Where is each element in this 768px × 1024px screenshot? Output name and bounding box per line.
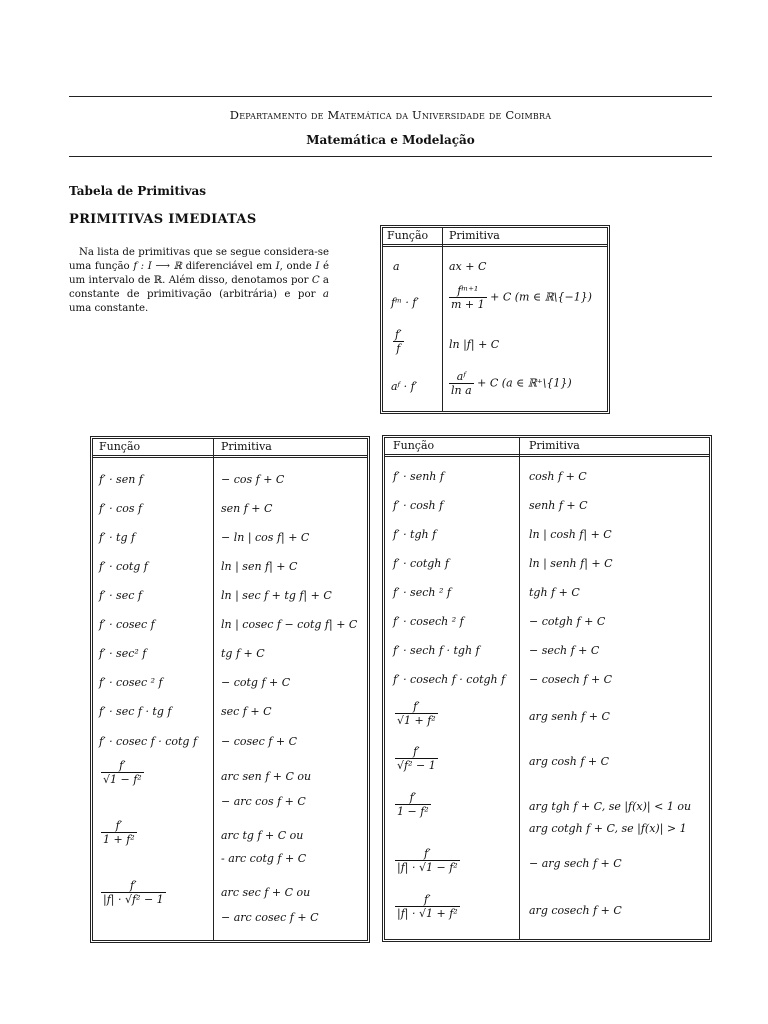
fraction: $\frac{\text{fᵐ⁺¹}}{m + 1}$ bbox=[451, 284, 485, 311]
func-cell: f′ · sech ² f bbox=[393, 586, 451, 599]
prim-cell: arc sec f + C ou bbox=[221, 886, 311, 899]
func-cell: fᵐ · f′ bbox=[391, 296, 419, 309]
institution-header: Departamento de Matemática da Universidade de Coimbra bbox=[229, 108, 552, 122]
func-cell bbox=[395, 893, 460, 920]
prim-cell: − arc cosec f + C bbox=[221, 911, 319, 924]
prim-cell: arg cotgh f + C, se |f(x)| > 1 bbox=[529, 822, 687, 835]
col-header-prim: Primitiva bbox=[221, 440, 272, 453]
func-cell bbox=[395, 847, 460, 874]
func-cell bbox=[101, 819, 137, 846]
col-header-func: Função bbox=[387, 229, 429, 242]
func-cell: f′ · tg f bbox=[99, 531, 136, 544]
prim-cell: ln | cosh f| + C bbox=[529, 528, 612, 541]
table-header bbox=[93, 439, 367, 458]
prim-cell: − sech f + C bbox=[529, 644, 600, 657]
prim-cell: − cotg f + C bbox=[221, 676, 291, 689]
prim-cell: cosh f + C bbox=[529, 470, 587, 483]
prim-cell: arc tg f + C ou bbox=[221, 829, 304, 842]
column-divider bbox=[442, 228, 443, 411]
func-cell: f′ · cosech f · cotgh f bbox=[393, 673, 506, 686]
prim-cell: - arc cotg f + C bbox=[221, 852, 307, 865]
section-subtitle: PRIMITIVAS IMEDIATAS bbox=[69, 212, 257, 227]
prim-cell: arg cosh f + C bbox=[529, 755, 610, 768]
func-cell bbox=[395, 791, 431, 818]
func-cell: f′ · cosec ² f bbox=[99, 676, 163, 689]
prim-cell: ax + C bbox=[449, 260, 487, 273]
prim-cell: − arg sech f + C bbox=[529, 857, 622, 870]
prim-cell: $\frac{\text{fᵐ⁺¹}}{m + 1}$ + C (m ∈ ℝ\{−1}) bbox=[451, 284, 592, 311]
fraction: $\frac{f'}{\text{√f² − 1}}$ bbox=[397, 745, 436, 772]
func-cell: f′ · cosh f bbox=[393, 499, 444, 512]
prim-cell: sec f + C bbox=[221, 705, 272, 718]
func-cell bbox=[101, 759, 144, 786]
column-divider bbox=[213, 439, 214, 940]
fraction: $\frac{f'}{\text{√1 − f²}}$ bbox=[103, 759, 142, 786]
prim-cell: tgh f + C bbox=[529, 586, 580, 599]
table-hyp bbox=[382, 435, 712, 942]
prim-cell: ln | cosec f − cotg f| + C bbox=[221, 618, 358, 631]
func-cell: f′ · cotg f bbox=[99, 560, 148, 573]
section-title: Tabela de Primitivas bbox=[69, 184, 207, 198]
func-cell: f′ · tgh f bbox=[393, 528, 437, 541]
col-header-func: Função bbox=[99, 440, 141, 453]
header-rule bbox=[69, 156, 712, 157]
func-cell: f′ · cosech ² f bbox=[393, 615, 464, 628]
func-cell: f′ · sec f bbox=[99, 589, 142, 602]
course-title: Matemática e Modelação bbox=[306, 133, 475, 147]
func-cell: f′ · sen f bbox=[99, 473, 143, 486]
prim-cell: sen f + C bbox=[221, 502, 273, 515]
func-cell: f′ · senh f bbox=[393, 470, 444, 483]
fraction: $\frac{f'}{\text{|f| · √1 + f²}}$ bbox=[397, 893, 458, 920]
table-header bbox=[383, 228, 607, 247]
prim-cell: ln | sen f| + C bbox=[221, 560, 298, 573]
func-cell bbox=[395, 745, 438, 772]
table-trig bbox=[90, 436, 370, 943]
prim-cell: arg tgh f + C, se |f(x)| < 1 ou bbox=[529, 800, 692, 813]
prim-cell: $\frac{\text{aᶠ}}{\text{ln a}}$ + C (a ∈ ℝ⁺\{1}) bbox=[451, 370, 572, 397]
prim-cell: ln | senh f| + C bbox=[529, 557, 613, 570]
column-divider bbox=[519, 438, 520, 939]
prim-cell: − arc cos f + C bbox=[221, 795, 306, 808]
prim-cell: senh f + C bbox=[529, 499, 588, 512]
func-cell bbox=[101, 879, 166, 906]
prim-cell: − cosec f + C bbox=[221, 735, 298, 748]
table-header bbox=[385, 438, 709, 457]
prim-cell: − cos f + C bbox=[221, 473, 285, 486]
prim-cell: − cosech f + C bbox=[529, 673, 613, 686]
table-basic bbox=[380, 225, 610, 414]
func-cell: f′ · cotgh f bbox=[393, 557, 449, 570]
func-cell: f′ · sec f · tg f bbox=[99, 705, 172, 718]
prim-cell: ln |f| + C bbox=[449, 338, 500, 351]
prim-cell: tg f + C bbox=[221, 647, 265, 660]
fraction: $\frac{f'}{\text{|f| · √f² − 1}}$ bbox=[103, 879, 164, 906]
prim-cell: arg cosech f + C bbox=[529, 904, 622, 917]
func-cell bbox=[393, 328, 404, 355]
fraction: $\frac{f'}{\text{√1 + f²}}$ bbox=[397, 700, 436, 727]
col-header-prim: Primitiva bbox=[449, 229, 500, 242]
prim-cell: arc sen f + C ou bbox=[221, 770, 312, 783]
func-cell: f′ · cosec f · cotg f bbox=[99, 735, 198, 748]
fraction: $\frac{f'}{\text{1 + f²}}$ bbox=[103, 819, 135, 846]
top-rule bbox=[69, 96, 712, 97]
func-cell: f′ · cosec f bbox=[99, 618, 155, 631]
prim-cell: − cotgh f + C bbox=[529, 615, 606, 628]
intro-paragraph: Na lista de primitivas que se segue considera-se uma função f : I ⟶ ℝ diferenciável em I, onde I é um intervalo de ℝ. Além disso, denotamos por C a constante de primitivação (arbitrária) e por a uma constante. bbox=[69, 247, 330, 314]
prim-cell: arg senh f + C bbox=[529, 710, 610, 723]
prim-cell: ln | sec f + tg f| + C bbox=[221, 589, 332, 602]
func-cell: aᶠ · f′ bbox=[391, 380, 418, 393]
func-cell bbox=[395, 700, 438, 727]
func-cell: f′ · sech f · tgh f bbox=[393, 644, 480, 657]
fraction: $\frac{f'}{\text{|f| · √1 − f²}}$ bbox=[397, 847, 458, 874]
fraction: $\frac{\text{aᶠ}}{\text{ln a}}$ bbox=[451, 370, 472, 397]
col-header-prim: Primitiva bbox=[529, 439, 580, 452]
fraction: $\frac{f'}{\text{1 − f²}}$ bbox=[397, 791, 429, 818]
col-header-func: Função bbox=[393, 439, 435, 452]
prim-cell: − ln | cos f| + C bbox=[221, 531, 310, 544]
fraction: $\frac{f'}{f}$ bbox=[395, 328, 402, 355]
func-cell: f′ · sec² f bbox=[99, 647, 147, 660]
func-cell: a bbox=[393, 260, 400, 273]
func-cell: f′ · cos f bbox=[99, 502, 143, 515]
